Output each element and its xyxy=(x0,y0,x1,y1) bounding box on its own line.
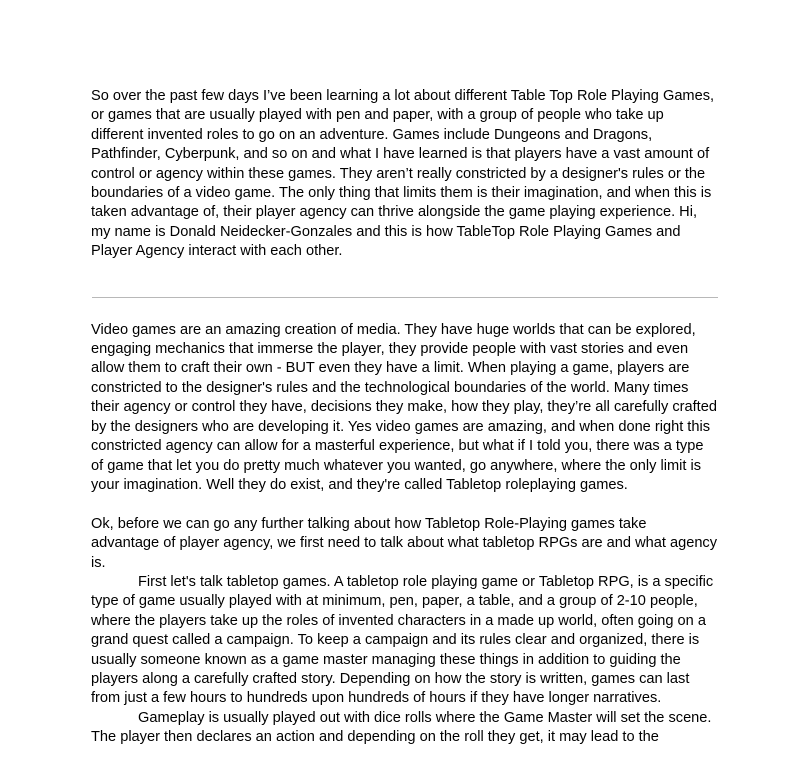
spacer xyxy=(91,262,718,288)
transition-paragraph: Ok, before we can go any further talking about how Tabletop Role-Playing games take advantage of player agency, we first need to talk about what tabletop RPGs are and what agency is. xyxy=(91,515,718,571)
gameplay-paragraph: Gameplay is usually played out with dice rolls where the Game Master will set the scene. The player then declares an action and depending on the roll they get, it may lead to the xyxy=(91,709,712,746)
spacer xyxy=(91,298,718,321)
document-page xyxy=(91,87,718,748)
tabletop-definition-paragraph: First let's talk tabletop games. A tabletop role playing game or Tabletop RPG, is a specific type of game usually played with at minimum, pen, paper, a table, and a group of 2-10 people, where the players take up the roles of invented characters in a made up world, often going on a grand quest called a campaign. To keep a campaign and its rules clear and organized, there is usually someone known as a game master managing these things in addition to guiding the players along a carefully crafted story. Depending on how the story is written, games can last from just a few hours to hundreds upon hundreds of hours if they have longer narratives. xyxy=(91,573,714,707)
intro-paragraph: So over the past few days I’ve been learning a lot about different Table Top Role Playing Games, or games that are usually played with pen and paper, with a group of people who take up different invented roles to go on an adventure. Games include Dungeons and Dragons, Pathfinder, Cyberpunk, and so on and what I have learned is that players have a vast amount of control or agency within these games. They aren’t really constricted by a designer's rules or the boundaries of a video game. The only thing that limits them is their imagination, and when this is taken advantage of, their player agency can thrive alongside the game playing experience. Hi, my name is Donald Neidecker-Gonzales and this is how TableTop Role Playing Games and Player Agency interact with each other. xyxy=(91,88,715,260)
video-games-paragraph: Video games are an amazing creation of media. They have huge worlds that can be explored, engaging mechanics that immerse the player, they provide people with vast stories and even allow them to craft their own - BUT even they have a limit. When playing a game, players are constricted to the designer's rules and the technological boundaries of the world. Many times their agency or control they have, decisions they make, how they play, they’re all carefully crafted by the designers who are developing it. Yes video games are amazing, and when done right this constricted agency can allow for a masterful experience, but what if I told you, there was a type of game that let you do pretty much whatever you wanted, go anywhere, where the only limit is your imagination. Well they do exist, and they're called Tabletop roleplaying games. xyxy=(91,321,717,493)
spacer xyxy=(91,495,718,514)
